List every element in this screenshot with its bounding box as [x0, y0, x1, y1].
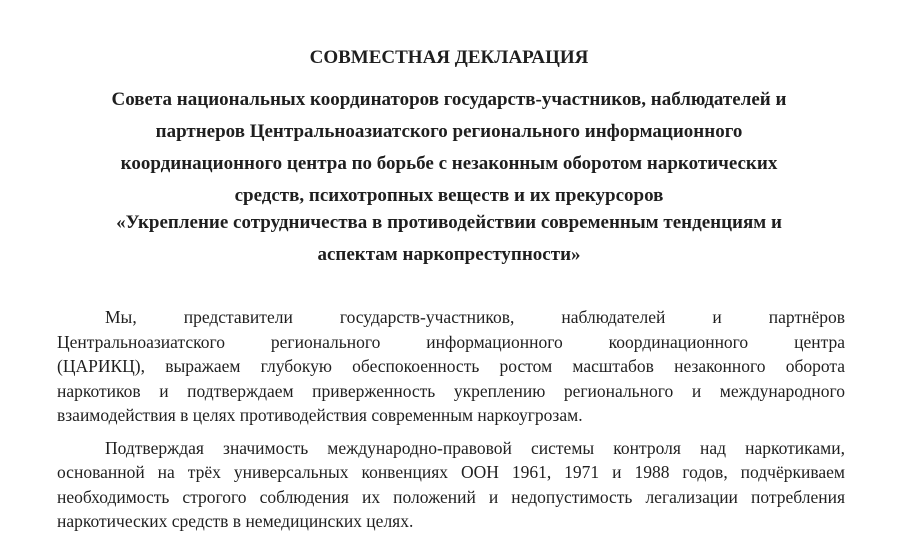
paragraph-line: наркотиков и подтверждаем приверженность укреплению регионального и международного: [57, 380, 845, 401]
subtitle-line: средств, психотропных веществ и их прекурсоров: [234, 185, 664, 206]
paragraph-line: (ЦАРИКЦ), выражаем глубокую обеспокоенность ростом масштабов незаконного оборота: [57, 356, 845, 376]
theme-line: аспектам наркопреступности»: [317, 244, 581, 265]
document-body: [57, 305, 845, 534]
subtitle-line: партнеров Центральноазиатского регионального информационного: [155, 121, 743, 142]
paragraph-line: необходимость строгого соблюдения их положений и недопустимость легализации потребления: [57, 486, 845, 507]
paragraph-1: [57, 305, 845, 428]
document-subtitle: [60, 84, 838, 212]
theme-line: «Укрепление сотрудничества в противодействии современным тенденциям и: [116, 212, 782, 233]
paragraph-2: [57, 436, 845, 534]
paragraph-line: основанной на трёх универсальных конвенциях ООН 1961, 1971 и 1988 годов, подчёркиваем: [57, 462, 845, 482]
paragraph-line: наркотических средств в немедицинских целях.: [57, 511, 414, 531]
document-title: СОВМЕСТНАЯ ДЕКЛАРАЦИЯ: [309, 47, 589, 68]
paragraph-line: Мы, представители государств-участников, наблюдателей и партнёров: [105, 307, 845, 327]
declaration-theme: [60, 207, 838, 271]
paragraph-line: Подтверждая значимость международно-правовой системы контроля над наркотиками,: [105, 437, 845, 458]
paragraph-line: Центральноазиатского регионального информационного координационного центра: [57, 331, 845, 352]
subtitle-line: Совета национальных координаторов государств-участников, наблюдателей и: [111, 89, 787, 110]
subtitle-line: координационного центра по борьбе с незаконным оборотом наркотических: [120, 153, 778, 174]
paragraph-line: взаимодействия в целях противодействия современным наркоугрозам.: [57, 405, 583, 425]
